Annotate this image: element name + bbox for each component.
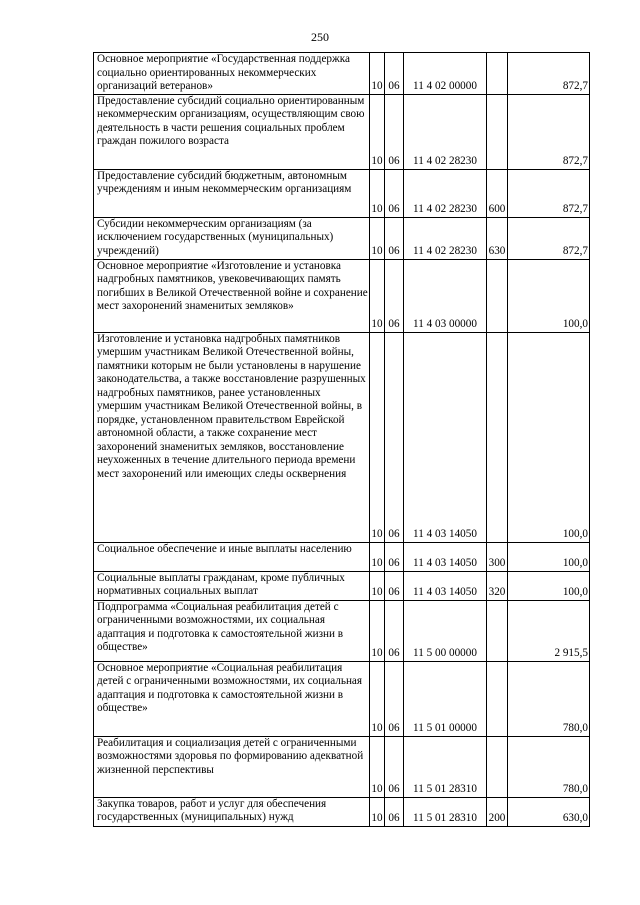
row-expense-type [487,600,508,661]
row-name: Подпрограмма «Социальная реабилитация детей с ограниченными возможностями, их социальная адаптация и подготовка к самостоятельной жизни в обществе» [94,600,370,661]
row-target-code: 11 5 01 28310 [404,736,487,797]
row-amount: 100,0 [508,332,590,542]
row-expense-type: 300 [487,542,508,571]
row-subsection: 06 [385,542,404,571]
row-section: 10 [370,661,385,736]
row-amount: 100,0 [508,259,590,332]
row-section: 10 [370,736,385,797]
row-name: Закупка товаров, работ и услуг для обеспечения государственных (муниципальных) нужд [94,797,370,826]
row-name: Основное мероприятие «Социальная реабилитация детей с ограниченными возможностями, их социальная адаптация и подготовка к самостоятельной жизни в обществе» [94,661,370,736]
row-name: Субсидии некоммерческим организациям (за исключением государственных (муниципальных) учреждений) [94,217,370,259]
row-amount: 780,0 [508,661,590,736]
row-subsection: 06 [385,259,404,332]
table-row [94,332,590,542]
row-expense-type [487,736,508,797]
table-row [94,661,590,736]
row-subsection: 06 [385,600,404,661]
table-row [94,600,590,661]
row-expense-type: 630 [487,217,508,259]
table-row [94,571,590,600]
row-name: Предоставление субсидий социально ориентированным некоммерческим организациям, осуществляющим свою деятельность в части решения социальных проблем граждан пожилого возраста [94,94,370,169]
row-section: 10 [370,332,385,542]
row-amount: 872,7 [508,94,590,169]
row-amount: 2 915,5 [508,600,590,661]
row-subsection: 06 [385,217,404,259]
row-target-code: 11 5 01 28310 [404,797,487,826]
row-section: 10 [370,600,385,661]
row-name: Предоставление субсидий бюджетным, автономным учреждениям и иным некоммерческим организациям [94,169,370,217]
table-row [94,94,590,169]
row-section: 10 [370,571,385,600]
row-subsection: 06 [385,571,404,600]
row-amount: 100,0 [508,542,590,571]
row-subsection: 06 [385,797,404,826]
row-section: 10 [370,169,385,217]
table-row [94,217,590,259]
row-amount: 872,7 [508,169,590,217]
row-name: Основное мероприятие «Государственная поддержка социально ориентированных некоммерческих организаций ветеранов» [94,53,370,95]
row-subsection: 06 [385,169,404,217]
row-target-code: 11 4 03 00000 [404,259,487,332]
row-name: Социальное обеспечение и иные выплаты населению [94,542,370,571]
row-name: Реабилитация и социализация детей с ограниченными возможностями здоровья по формированию адекватной жизненной перспективы [94,736,370,797]
table-row [94,797,590,826]
table-row [94,736,590,797]
row-section: 10 [370,542,385,571]
table-row [94,169,590,217]
row-target-code: 11 4 03 14050 [404,542,487,571]
row-target-code: 11 5 00 00000 [404,600,487,661]
row-subsection: 06 [385,661,404,736]
row-expense-type: 600 [487,169,508,217]
row-amount: 780,0 [508,736,590,797]
budget-table-body [94,53,590,827]
row-expense-type: 200 [487,797,508,826]
row-section: 10 [370,797,385,826]
row-expense-type [487,661,508,736]
table-row [94,259,590,332]
row-subsection: 06 [385,53,404,95]
row-amount: 872,7 [508,53,590,95]
row-expense-type [487,94,508,169]
row-amount: 630,0 [508,797,590,826]
row-expense-type: 320 [487,571,508,600]
row-subsection: 06 [385,332,404,542]
row-subsection: 06 [385,94,404,169]
row-subsection: 06 [385,736,404,797]
row-amount: 100,0 [508,571,590,600]
row-target-code: 11 4 02 28230 [404,217,487,259]
row-target-code: 11 4 02 00000 [404,53,487,95]
row-section: 10 [370,53,385,95]
row-expense-type [487,53,508,95]
row-expense-type [487,259,508,332]
row-expense-type [487,332,508,542]
table-row [94,542,590,571]
row-name: Изготовление и установка надгробных памятников умершим участникам Великой Отечественной войны, памятники которым не были установлены в нарушение законодательства, а также восстановление разрушенных надгробных памятников, ранее установленных умершим участникам Великой Отечественной войны, в порядке, установленном правительством Еврейской автономной области, а также сохранение мест захоронений знаменитых земляков, восстановление неухоженных в течение длительного периода времени мест захоронений или имеющих следы осквернения [94,332,370,542]
page-number: 250 [311,30,329,44]
row-name: Социальные выплаты гражданам, кроме публичных нормативных социальных выплат [94,571,370,600]
row-name: Основное мероприятие «Изготовление и установка надгробных памятников, увековечивающих память погибших в Великой Отечественной войне и сохранение мест захоронений знаменитых земляков» [94,259,370,332]
row-target-code: 11 4 02 28230 [404,94,487,169]
row-target-code: 11 4 03 14050 [404,571,487,600]
row-section: 10 [370,217,385,259]
table-row [94,53,590,95]
row-target-code: 11 5 01 00000 [404,661,487,736]
row-target-code: 11 4 02 28230 [404,169,487,217]
row-target-code: 11 4 03 14050 [404,332,487,542]
row-section: 10 [370,259,385,332]
budget-table [93,52,590,827]
row-section: 10 [370,94,385,169]
row-amount: 872,7 [508,217,590,259]
